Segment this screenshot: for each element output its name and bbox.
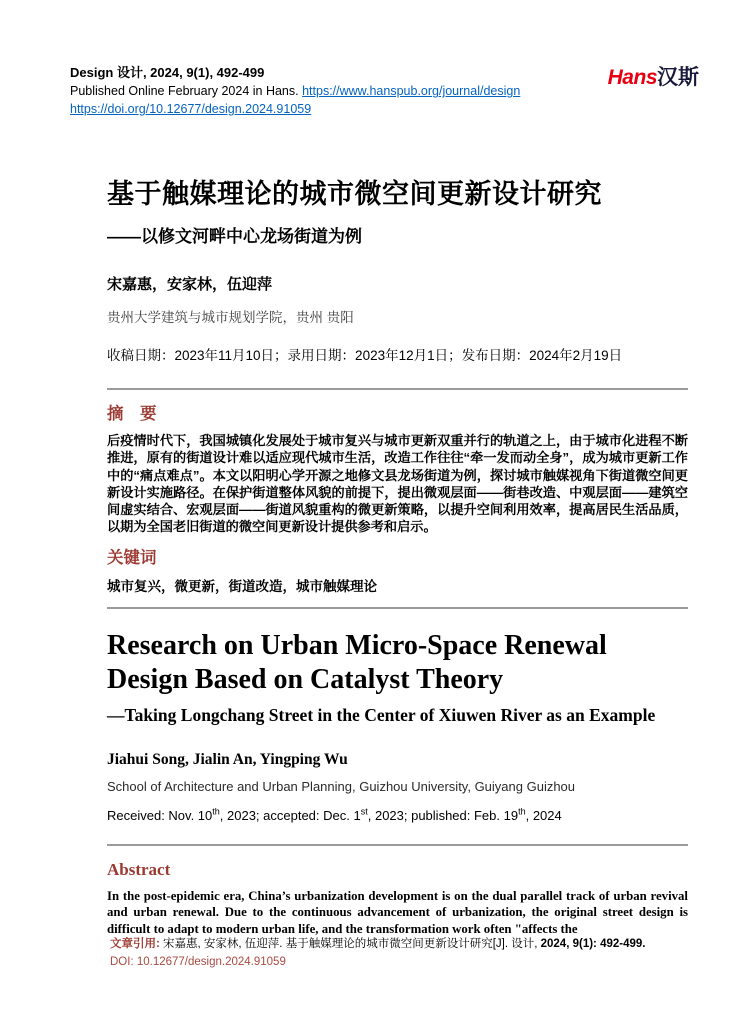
published-line xyxy=(70,83,520,101)
masthead xyxy=(70,64,520,119)
english-affiliation: School of Architecture and Urban Planning, Guizhou University, Guiyang Guizhou xyxy=(107,778,576,794)
doi-line xyxy=(70,101,520,119)
logo-latin-text: Hans xyxy=(607,66,657,89)
ordinal-suffix: th xyxy=(212,806,220,817)
ordinal-suffix: th xyxy=(518,806,526,817)
hans-publisher-logo xyxy=(608,67,699,88)
chinese-keywords-text: 城市复兴，微更新，街道改造，城市触媒理论 xyxy=(107,578,377,594)
received-text-part: , 2023; accepted: Dec. 1 xyxy=(219,807,361,823)
english-title: Research on Urban Micro-Space Renewal Design Based on Catalyst Theory xyxy=(107,629,607,695)
chinese-abstract-heading: 摘 要 xyxy=(107,405,157,423)
chinese-abstract-text: 后疫情时代下，我国城镇化发展处于城市复兴与城市更新双重并行的轨道之上，由于城市化进程不断推进，原有的街道设计难以适应现代城市生活，改造工作往往“牵一发而动全身”，成为城市更新工作中的“痛点难点”。本文以阳明心学开源之地修文县龙场街道为例，探讨城市触媒视角下街道微空间更新设计实施路径。在保护街道整体风貌的前提下，提出微观层面——街巷改造、中观层面——建筑空间虚实结合、宏观层面——街道风貌重构的微更新策略，以提升空间利用效率，提高居民生活品质，以期为全国老旧街道的微空间更新设计提供参考和启示。 xyxy=(107,433,688,535)
doi-url-link[interactable]: https://doi.org/10.12677/design.2024.91059 xyxy=(70,102,312,117)
footer-doi-line: DOI: 10.12677/design.2024.91059 xyxy=(110,955,286,968)
citation-volume-pages: 2024, 9(1): 492-499. xyxy=(540,938,646,950)
received-text-part: , 2023; published: Feb. 19 xyxy=(367,807,519,823)
divider-rule xyxy=(107,607,688,609)
chinese-subtitle: ——以修文河畔中心龙场街道为例 xyxy=(107,227,362,246)
chinese-authors: 宋嘉惠，安家林，伍迎萍 xyxy=(107,276,273,293)
citation-label: 文章引用: xyxy=(110,938,164,950)
journal-url-link[interactable]: https://www.hanspub.org/journal/design xyxy=(302,84,521,99)
page-header xyxy=(70,64,699,119)
citation-footer xyxy=(110,936,692,970)
chinese-affiliation: 贵州大学建筑与城市规划学院，贵州 贵阳 xyxy=(107,310,354,325)
english-authors: Jiahui Song, Jialin An, Yingping Wu xyxy=(107,750,348,768)
received-dates-line xyxy=(107,808,688,824)
chinese-keywords-heading: 关键词 xyxy=(107,548,157,567)
divider-rule xyxy=(107,388,688,390)
logo-cjk-text: 汉斯 xyxy=(657,66,699,89)
journal-issue-line: Design 设计, 2024, 9(1), 492-499 xyxy=(70,65,265,80)
received-text-part: Received: Nov. 10 xyxy=(107,807,213,823)
article-content xyxy=(107,178,688,938)
chinese-title: 基于触媒理论的城市微空间更新设计研究 xyxy=(107,179,602,209)
received-text-part: , 2024 xyxy=(525,807,562,823)
english-abstract-text: In the post-epidemic era, China’s urbanization development is on the dual parallel track of urban revival and urban renewal. Due to the continuous advancement of urbanization, the original street design is difficult to adapt to modern urban life, and the transformation work often "affects the xyxy=(107,888,688,936)
divider-rule xyxy=(107,844,688,846)
published-prefix: Published Online February 2024 in Hans. xyxy=(70,84,303,99)
english-abstract-heading: Abstract xyxy=(107,859,171,879)
chinese-dates-line: 收稿日期：2023年11月10日；录用日期：2023年12月1日；发布日期：2024年2月19日 xyxy=(107,348,623,363)
citation-text: 宋嘉惠, 安家林, 伍迎萍. 基于触媒理论的城市微空间更新设计研究[J]. 设计, xyxy=(163,938,541,950)
ordinal-suffix: st xyxy=(360,806,368,817)
english-subtitle: —Taking Longchang Street in the Center of Xiuwen River as an Example xyxy=(107,704,656,725)
citation-line xyxy=(110,936,692,953)
